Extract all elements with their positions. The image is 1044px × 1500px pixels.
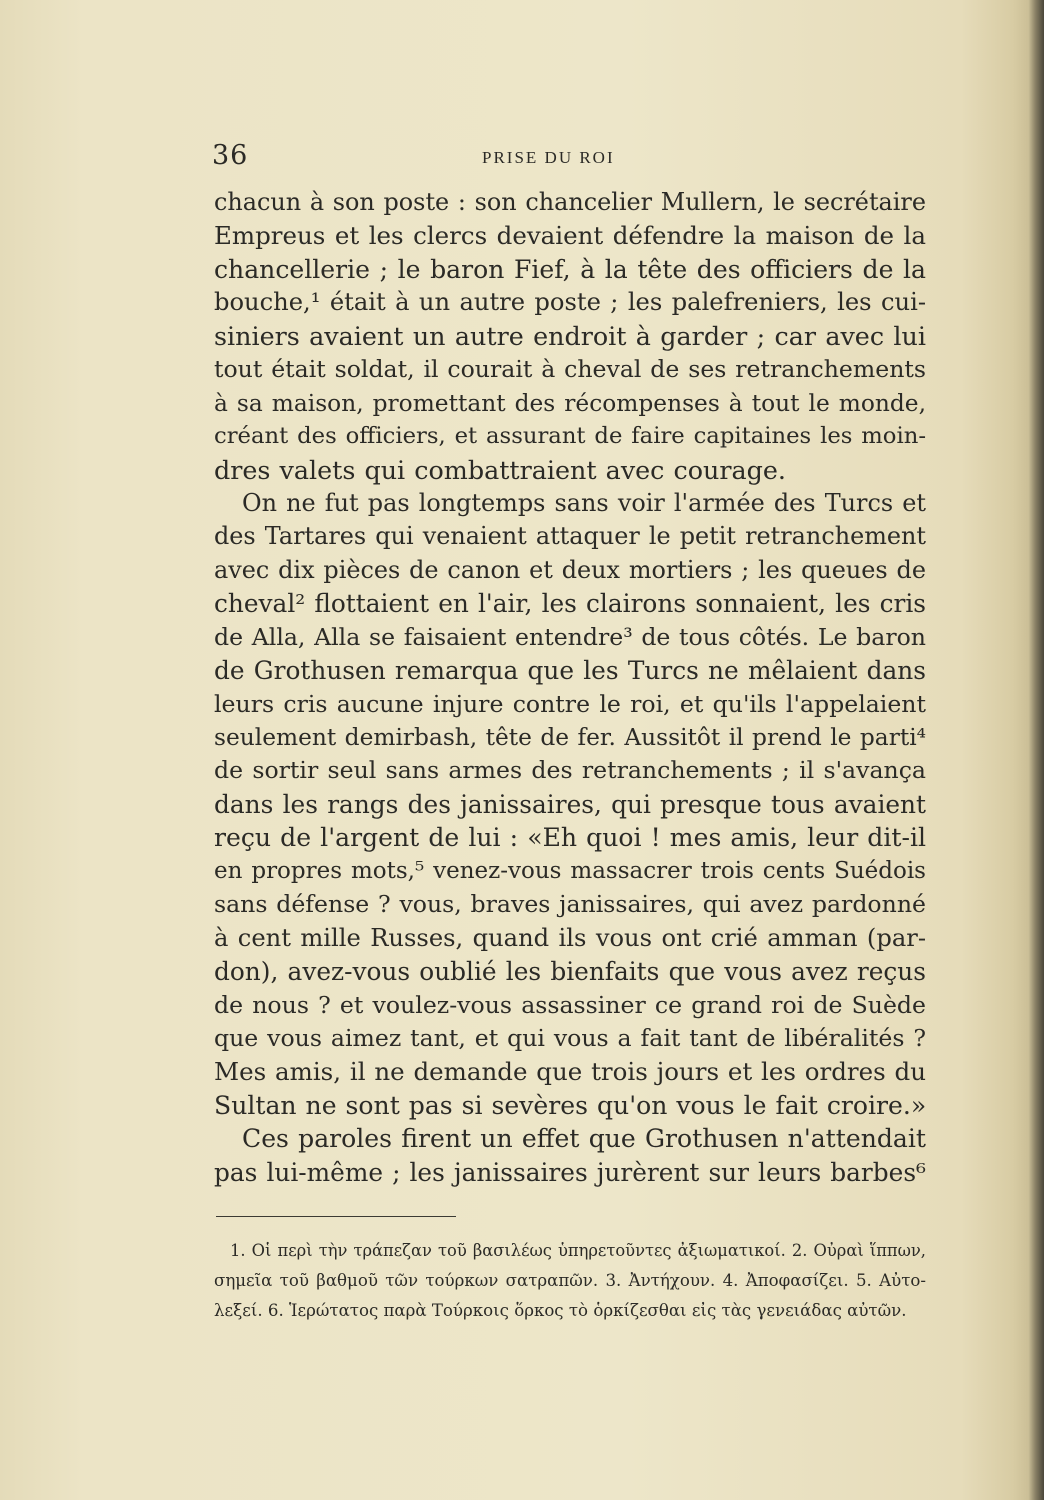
text-line: que vous aimez tant, et qui vous a fait tant de libéralités ? [214,1023,926,1052]
body-text [214,186,926,1189]
running-head: PRISE DU ROI [482,148,615,167]
text-line: chancellerie ; le baron Fief, à la tête des officiers de la [214,254,926,284]
text-line: tout était soldat, il courait à cheval de ses retranchements [214,355,926,384]
text-line: seulement demirbash, tête de fer. Aussitôt il prend le parti⁴ [214,724,926,751]
text-line: de sortir seul sans armes des retranchements ; il s'avança [214,756,926,785]
text-line: des Tartares qui venaient attaquer le petit retranchement [214,522,926,551]
footnotes [214,1236,926,1326]
text-line: en propres mots,⁵ venez-vous massacrer trois cents Suédois [214,857,926,884]
page-edge [1028,0,1044,1500]
text-line: Sultan ne sont pas si sevères qu'on vous le fait croire.» [214,1090,927,1120]
text-line: de nous ? et voulez-vous assassiner ce grand roi de Suède [214,990,926,1019]
text-line: Empreus et les clercs devaient défendre la maison de la [214,221,926,251]
text-line: créant des officiers, et assurant de faire capitaines les moin- [214,423,926,450]
text-line: avec dix pièces de canon et deux mortiers ; les queues de [214,555,926,584]
text-line: Mes amis, il ne demande que trois jours et les ordres du [214,1057,926,1087]
text-line: pas lui-même ; les janissaires jurèrent sur leurs barbes⁶ [214,1157,926,1187]
text-line: bouche,¹ était à un autre poste ; les palefreniers, les cui- [214,288,926,317]
footnote-line: λεξεί. 6. Ἱερώτατος παρὰ Τούρκοις ὅρκος τὸ ὁρκίζεσθαι εἰς τὰς γενειάδας αὐτῶν. [214,1301,907,1320]
footnote-line: 1. Οἱ περὶ τὴν τράπεζαν τοῦ βασιλέως ὑπηρετοῦντες ἀξιωματικοί. 2. Οὐραὶ ἵππων, [230,1241,926,1260]
page-header [212,140,924,180]
text-line: à cent mille Russes, quand ils vous ont crié amman (par- [214,923,926,952]
text-line: dres valets qui combattraient avec courage. [214,454,786,485]
footnote-divider [216,1216,456,1217]
footnote-line: σημεῖα τοῦ βαθμοῦ τῶν τούρκων σατραπῶν. 3. Ἀντήχουν. 4. Ἀποφασίζει. 5. Αὐτο- [214,1271,926,1290]
text-line: de Grothusen remarqua que les Turcs ne mêlaient dans [214,656,926,686]
text-line: Ces paroles firent un effet que Grothusen n'attendait [242,1124,926,1154]
text-line: leurs cris aucune injure contre le roi, et qu'ils l'appelaient [214,689,926,718]
text-line: On ne fut pas longtemps sans voir l'armée des Turcs et [242,488,926,517]
text-line: de Alla, Alla se faisaient entendre³ de tous côtés. Le baron [214,622,926,651]
text-line: sans défense ? vous, braves janissaires, qui avez pardonné [214,890,926,919]
text-line: à sa maison, promettant des récompenses à tout le monde, [214,389,926,417]
text-line: siniers avaient un autre endroit à garder ; car avec lui [214,320,926,351]
text-line: chacun à son poste : son chancelier Mullern, le secrétaire [214,188,926,216]
text-line: dans les rangs des janissaires, qui presque tous avaient [214,789,926,819]
text-line: reçu de l'argent de lui : «Eh quoi ! mes amis, leur dit-il [214,823,926,853]
text-line: cheval² flottaient en l'air, les clairons sonnaient, les cris [214,589,926,619]
text-line: don), avez-vous oublié les bienfaits que vous avez reçus [214,957,926,987]
page-number: 36 [212,140,249,171]
